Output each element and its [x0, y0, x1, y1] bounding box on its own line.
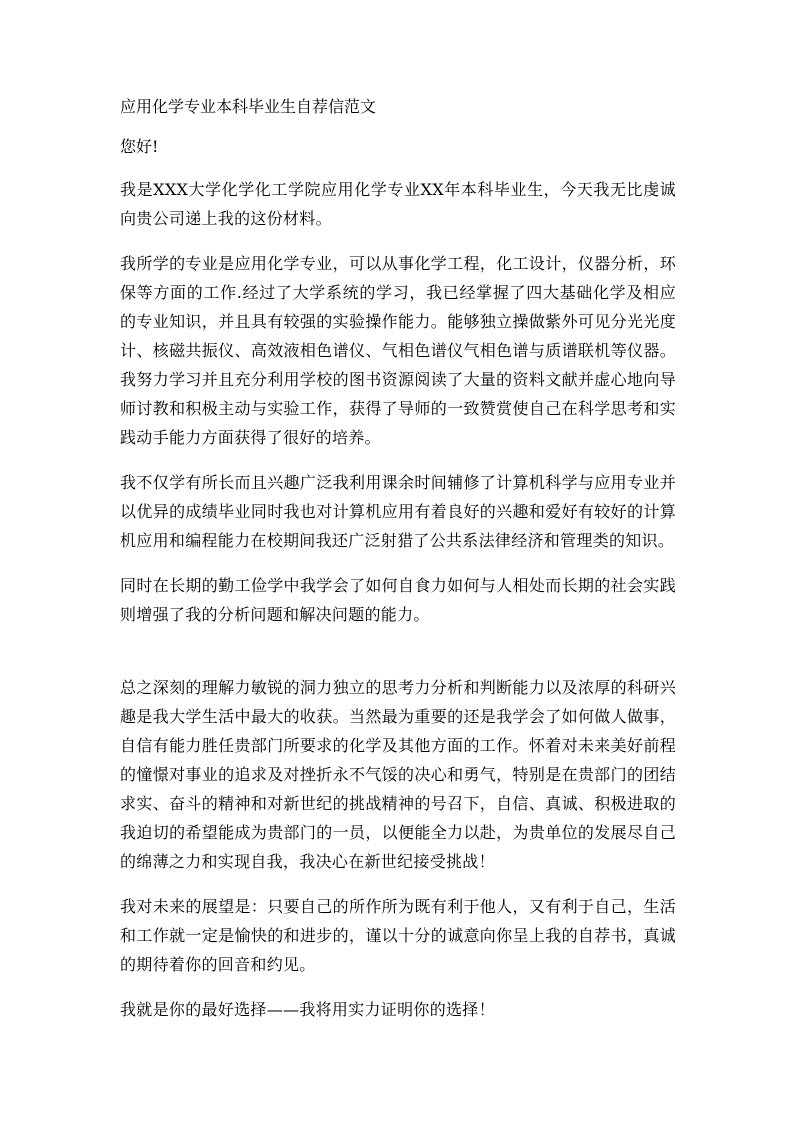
greeting: 您好! — [120, 137, 159, 156]
paragraph-summary: 总之深刻的理解力敏锐的洞力独立的思考力分析和判断能力以及浓厚的科研兴趣是我大学生活中最大的收获。当然最为重要的还是我学会了如何做人做事，自信有能力胜任贵部门所要求的化学及其他方面的工作。怀着对未来美好前程的憧憬对事业的追求及对挫折永不气馁的决心和勇气，特别是在贵部门的团结求实、奋斗的精神和对新世纪的挑战精神的号召下，自信、真诚、积极进取的我迫切的希望能成为贵部门的一员，以便能全力以赴，为贵单位的发展尽自己的绵薄之力和实现自我，我决心在新世纪接受挑战！ — [120, 678, 676, 871]
document-title: 应用化学专业本科毕业生自荐信范文 — [120, 97, 377, 116]
paragraph-major: 我所学的专业是应用化学专业，可以从事化学工程，化工设计，仪器分析，环保等方面的工作.经过了大学系统的学习，我已经掌握了四大基础化学及相应的专业知识，并且具有较强的实验操作能力。能够独立操做紫外可见分光光度计、核磁共振仪、高效液相色谱仪、气相色谱仪气相色谱与质谱联机等仪器。我努力学习并且充分利用学校的图书资源阅读了大量的资料文献并虚心地向导师讨教和积极主动与实验工作，获得了导师的一致赞赏使自己在科学思考和实践动手能力方面获得了很好的培养。 — [120, 254, 676, 447]
paragraph-outlook: 我对未来的展望是：只要自己的所作所为既有利于他人，又有利于自己，生活和工作就一定是愉快的和进步的，谨以十分的诚意向你呈上我的自荐书，真诚的期待着你的回音和约见。 — [120, 897, 676, 974]
document-page — [120, 93, 676, 1040]
paragraph-work-study: 同时在长期的勤工俭学中我学会了如何自食力如何与人相处而长期的社会实践则增强了我的分析问题和解决问题的能力。 — [120, 576, 676, 624]
paragraph-intro: 我是XXX大学化学化工学院应用化学专业XX年本科毕业生，今天我无比虔诚向贵公司递上我的这份材料。 — [120, 180, 676, 228]
paragraph-interests: 我不仅学有所长而且兴趣广泛我利用课余时间辅修了计算机科学与应用专业并以优异的成绩毕业同时我也对计算机应用有着良好的兴趣和爱好有较好的计算机应用和编程能力在校期间我还广泛射猎了公共系法律经济和管理类的知识。 — [120, 473, 676, 550]
paragraph-closing: 我就是你的最好选择——我将用实力证明你的选择！ — [120, 1000, 495, 1019]
